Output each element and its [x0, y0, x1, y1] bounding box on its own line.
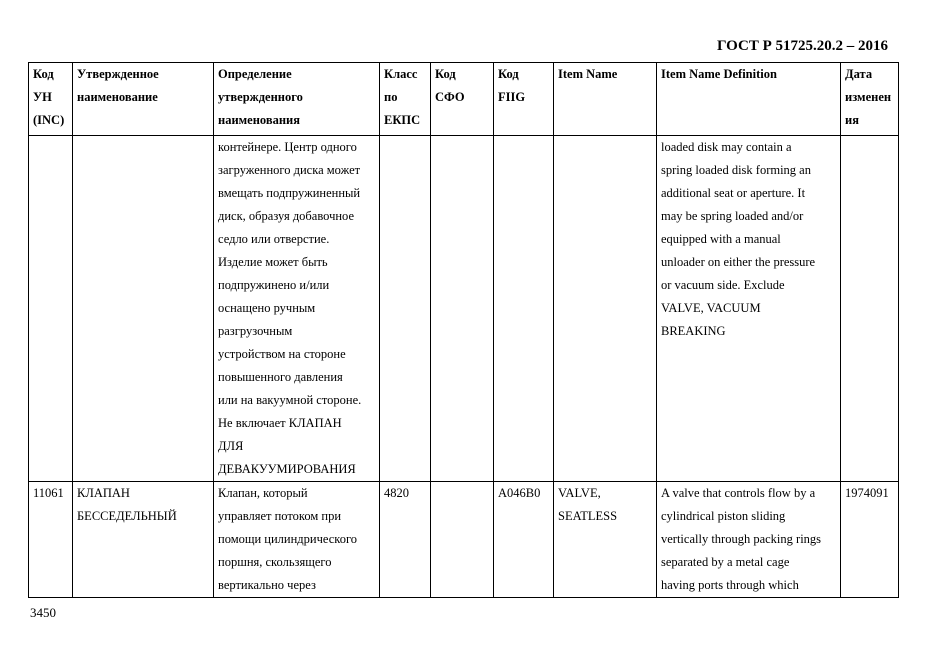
cell-text-line: cylindrical piston sliding	[661, 509, 786, 523]
cell-text-line: загруженного диска может	[218, 163, 361, 177]
column-header-text: по	[384, 90, 398, 104]
column-header-approved-name	[73, 63, 214, 136]
column-header-text: Класс	[384, 67, 418, 81]
cell-sfo	[431, 136, 494, 482]
cell-text-line: A046B0	[498, 486, 541, 500]
cell-text-line: may be spring loaded and/or	[661, 209, 804, 223]
cell-fiig	[494, 136, 554, 482]
column-header-text: наименования	[218, 113, 301, 127]
cell-text-line: или на вакуумной стороне.	[218, 393, 362, 407]
column-header-fiig	[494, 63, 554, 136]
column-header-text: Определение	[218, 67, 292, 81]
column-header-text: Код	[435, 67, 456, 81]
cell-inc	[29, 136, 73, 482]
column-header-text: FIIG	[498, 90, 526, 104]
cell-text-line: оснащено ручным	[218, 301, 316, 315]
cell-date	[841, 482, 899, 598]
cell-inc	[29, 482, 73, 598]
cell-text-line: ДЕВАКУУМИРОВАНИЯ	[218, 462, 356, 476]
cell-approved-name	[73, 482, 214, 598]
column-header-text: УН	[33, 90, 52, 104]
column-header-item-def	[657, 63, 841, 136]
table-row	[29, 136, 899, 482]
cell-item-name	[554, 136, 657, 482]
cell-text-line: помощи цилиндрического	[218, 532, 358, 546]
cell-text-line: поршня, скользящего	[218, 555, 332, 569]
column-header-text: ЕКПС	[384, 113, 421, 127]
cell-text-line: седло или отверстие.	[218, 232, 330, 246]
table-row	[29, 482, 899, 598]
column-header-text: (INC)	[33, 113, 65, 127]
page-number: 3450	[30, 605, 56, 620]
cell-text-line: Не включает КЛАПАН	[218, 416, 342, 430]
cell-ekps	[380, 482, 431, 598]
column-header-text: Код	[498, 67, 519, 81]
column-header-text: наименование	[77, 90, 158, 104]
column-header-text: Дата	[845, 67, 873, 81]
cell-approved-name	[73, 136, 214, 482]
column-header-text: утвержденного	[218, 90, 303, 104]
cell-text-line: vertically through packing rings	[661, 532, 822, 546]
cell-text-line: контейнере. Центр одного	[218, 140, 357, 154]
cell-text-line: повышенного давления	[218, 370, 343, 384]
column-header-text: СФО	[435, 90, 465, 104]
cell-text-line: Изделие может быть	[218, 255, 328, 269]
cell-text-line: VALVE, VACUUM	[661, 301, 761, 315]
column-header-text: изменен	[845, 90, 892, 104]
cell-text-line: Клапан, который	[218, 486, 308, 500]
classification-table	[28, 62, 899, 598]
cell-sfo	[431, 482, 494, 598]
column-header-inc	[29, 63, 73, 136]
cell-text-line: 11061	[33, 486, 64, 500]
column-header-text: Item Name	[558, 67, 618, 81]
cell-text-line: 4820	[384, 486, 409, 500]
cell-date	[841, 136, 899, 482]
column-header-ekps	[380, 63, 431, 136]
column-header-date	[841, 63, 899, 136]
cell-text-line: SEATLESS	[558, 509, 618, 523]
cell-text-line: подпружинено и/или	[218, 278, 330, 292]
cell-text-line: КЛАПАН	[77, 486, 130, 500]
cell-text-line: БЕССЕДЕЛЬНЫЙ	[77, 509, 177, 523]
cell-text-line: BREAKING	[661, 324, 726, 338]
cell-definition	[214, 136, 380, 482]
cell-text-line: A valve that controls flow by a	[661, 486, 816, 500]
cell-fiig	[494, 482, 554, 598]
cell-item-def	[657, 136, 841, 482]
cell-text-line: 1974091	[845, 486, 889, 500]
column-header-sfo	[431, 63, 494, 136]
column-header-item-name	[554, 63, 657, 136]
cell-text-line: or vacuum side. Exclude	[661, 278, 785, 292]
cell-text-line: ДЛЯ	[218, 439, 244, 453]
column-header-text: ия	[845, 113, 859, 127]
cell-definition	[214, 482, 380, 598]
cell-item-def	[657, 482, 841, 598]
cell-text-line: loaded disk may contain a	[661, 140, 792, 154]
column-header-text: Код	[33, 67, 54, 81]
column-header-text: Утвержденное	[77, 67, 159, 81]
cell-text-line: having ports through which	[661, 578, 799, 592]
document-standard-title: ГОСТ Р 51725.20.2 – 2016	[716, 38, 888, 54]
cell-text-line: unloader on either the pressure	[661, 255, 816, 269]
cell-ekps	[380, 136, 431, 482]
cell-text-line: spring loaded disk forming an	[661, 163, 811, 177]
table-header-row	[29, 63, 899, 136]
column-header-text: Item Name Definition	[661, 67, 777, 81]
cell-text-line: вертикально через	[218, 578, 316, 592]
cell-text-line: VALVE,	[558, 486, 601, 500]
cell-text-line: вмещать подпружиненный	[218, 186, 361, 200]
cell-text-line: separated by a metal cage	[661, 555, 790, 569]
cell-item-name	[554, 482, 657, 598]
cell-text-line: additional seat or aperture. It	[661, 186, 806, 200]
cell-text-line: диск, образуя добавочное	[218, 209, 355, 223]
cell-text-line: устройством на стороне	[218, 347, 346, 361]
column-header-definition	[214, 63, 380, 136]
cell-text-line: equipped with a manual	[661, 232, 781, 246]
cell-text-line: управляет потоком при	[218, 509, 342, 523]
cell-text-line: разгрузочным	[218, 324, 293, 338]
